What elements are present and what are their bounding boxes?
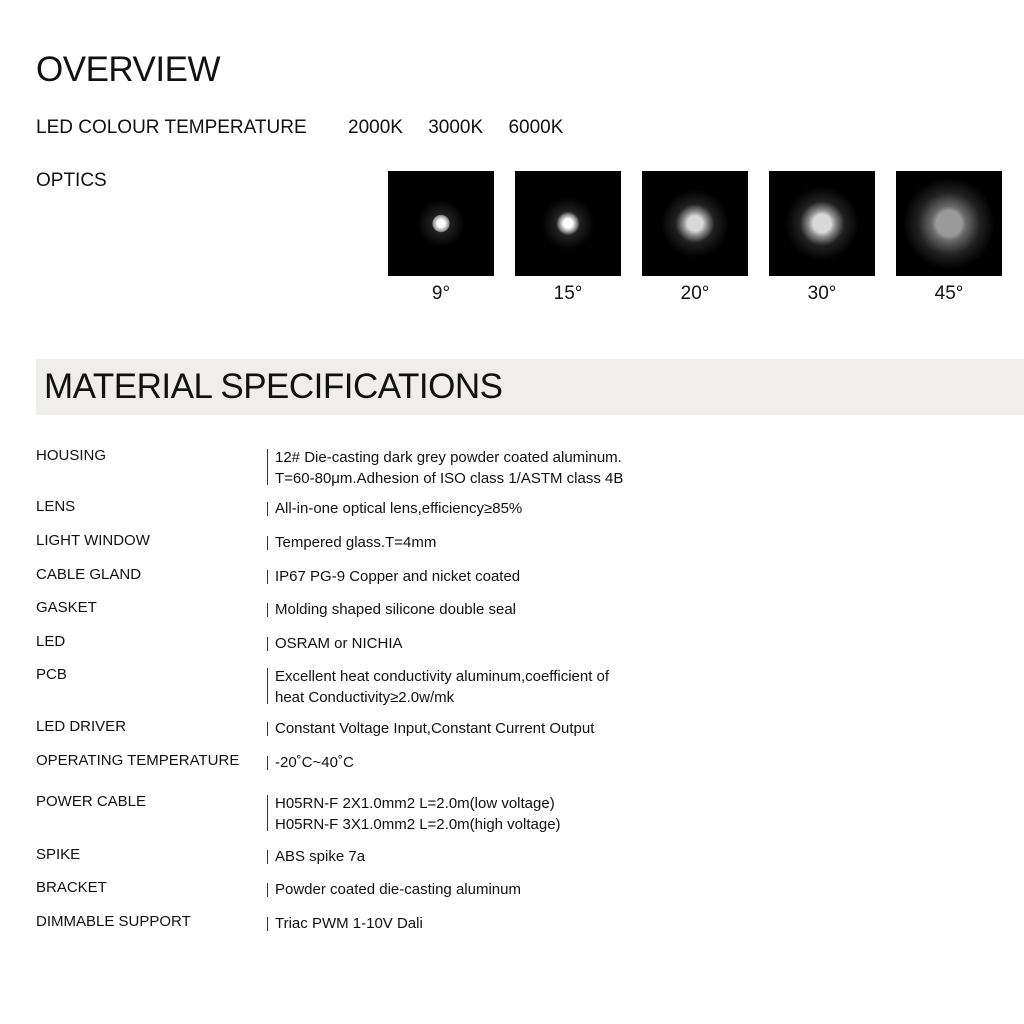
spec-value bbox=[275, 718, 594, 739]
spec-divider bbox=[267, 449, 268, 485]
spec-value bbox=[275, 532, 436, 553]
overview-title: OVERVIEW bbox=[36, 50, 221, 89]
spec-divider bbox=[267, 536, 268, 550]
optic-beam-2 bbox=[642, 171, 748, 305]
optic-beam-1 bbox=[515, 171, 621, 305]
spec-label: SPIKE bbox=[36, 846, 81, 863]
spec-value-line: IP67 PG-9 Copper and nicket coated bbox=[275, 568, 521, 585]
spec-label: CABLE GLAND bbox=[36, 566, 142, 583]
spec-value bbox=[275, 913, 423, 934]
spec-label: LIGHT WINDOW bbox=[36, 532, 150, 549]
spec-divider bbox=[267, 917, 268, 931]
spec-value bbox=[275, 879, 521, 900]
spec-divider bbox=[267, 883, 268, 897]
spec-value bbox=[275, 633, 403, 654]
spec-label: GASKET bbox=[36, 599, 97, 616]
spec-value bbox=[275, 793, 561, 835]
spec-value bbox=[275, 447, 623, 489]
spec-value bbox=[275, 846, 365, 867]
beam-angle-label: 30° bbox=[807, 283, 837, 304]
optic-beam-0 bbox=[388, 171, 494, 305]
spec-value bbox=[275, 666, 609, 708]
spec-value bbox=[275, 498, 522, 519]
beam-image bbox=[896, 171, 1002, 276]
colour-temp-3000k: 3000K bbox=[428, 117, 484, 138]
spec-divider bbox=[267, 850, 268, 864]
beam-image bbox=[769, 171, 875, 276]
colour-temperature-label: LED COLOUR TEMPERATURE bbox=[36, 117, 307, 138]
colour-temp-2000k: 2000K bbox=[348, 117, 403, 138]
spec-value-line: H05RN-F 2X1.0mm2 L=2.0m(low voltage) bbox=[275, 795, 555, 812]
optic-beam-4 bbox=[896, 171, 1002, 305]
spec-value-line: Triac PWM 1-10V Dali bbox=[275, 915, 423, 932]
optic-beam-3 bbox=[769, 171, 875, 305]
beam-angle-label: 20° bbox=[680, 283, 710, 304]
spec-value-line: ABS spike 7a bbox=[275, 848, 366, 865]
beam-image bbox=[388, 171, 494, 276]
spec-value-line: H05RN-F 3X1.0mm2 L=2.0m(high voltage) bbox=[275, 816, 561, 833]
spec-label: DIMMABLE SUPPORT bbox=[36, 913, 191, 930]
spec-value-line: T=60-80μm.Adhesion of ISO class 1/ASTM class 4B bbox=[275, 470, 624, 487]
spec-divider bbox=[267, 603, 268, 617]
spec-value-line: 12# Die-casting dark grey powder coated aluminum. bbox=[275, 449, 622, 466]
spec-value-line: Constant Voltage Input,Constant Current Output bbox=[275, 720, 595, 737]
spec-value-line: Powder coated die-casting aluminum bbox=[275, 881, 521, 898]
spec-divider bbox=[267, 795, 268, 831]
spec-value-line: Tempered glass.T=4mm bbox=[275, 534, 437, 551]
spec-divider bbox=[267, 722, 268, 736]
spec-label: POWER CABLE bbox=[36, 793, 147, 810]
spec-value-line: -20˚C~40˚C bbox=[275, 754, 354, 771]
spec-label: HOUSING bbox=[36, 447, 107, 464]
beam-image bbox=[642, 171, 748, 276]
spec-value bbox=[275, 599, 516, 620]
spec-label: BRACKET bbox=[36, 879, 107, 896]
colour-temperature-values bbox=[348, 117, 577, 139]
spec-value-line: heat Conductivity≥2.0w/mk bbox=[275, 689, 455, 706]
spec-value-line: OSRAM or NICHIA bbox=[275, 635, 403, 652]
spec-value-line: Excellent heat conductivity aluminum,coefficient of bbox=[275, 668, 610, 685]
spec-label: LED bbox=[36, 633, 66, 650]
spec-value-line: All-in-one optical lens,efficiency≥85% bbox=[275, 500, 523, 517]
spec-divider bbox=[267, 637, 268, 651]
beam-angle-label: 45° bbox=[934, 283, 964, 304]
beam-angle-label: 15° bbox=[553, 283, 583, 304]
spec-label: LED DRIVER bbox=[36, 718, 127, 735]
spec-divider bbox=[267, 668, 268, 704]
material-specifications-title: MATERIAL SPECIFICATIONS bbox=[44, 367, 503, 406]
spec-label: PCB bbox=[36, 666, 67, 683]
beam-image bbox=[515, 171, 621, 276]
spec-value bbox=[275, 752, 354, 773]
spec-divider bbox=[267, 502, 268, 516]
spec-value-line: Molding shaped silicone double seal bbox=[275, 601, 516, 618]
spec-label: LENS bbox=[36, 498, 76, 515]
spec-divider bbox=[267, 756, 268, 770]
spec-label: OPERATING TEMPERATURE bbox=[36, 752, 240, 769]
spec-value bbox=[275, 566, 520, 587]
spec-divider bbox=[267, 570, 268, 584]
optics-label: OPTICS bbox=[36, 170, 107, 191]
beam-angle-label: 9° bbox=[431, 283, 451, 304]
colour-temp-6000k: 6000K bbox=[508, 117, 564, 138]
